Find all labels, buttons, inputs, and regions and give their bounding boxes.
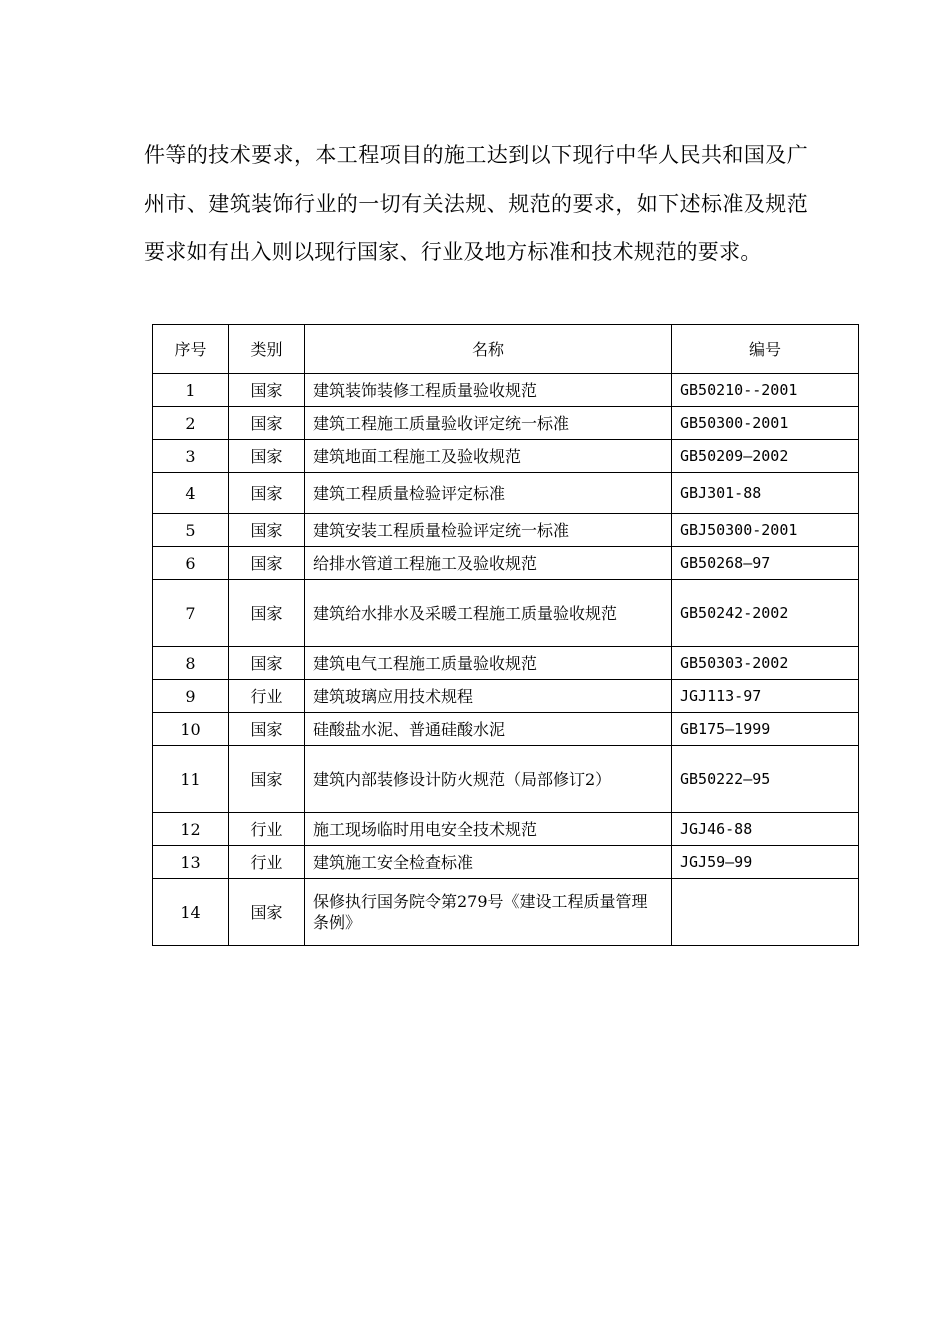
table-row <box>153 813 859 846</box>
cell-no: 14 <box>153 879 229 946</box>
cell-category: 国家 <box>229 514 305 547</box>
cell-code: GB50210--2001 <box>672 374 859 407</box>
cell-name: 保修执行国务院令第279号《建设工程质量管理条例》 <box>305 879 672 946</box>
cell-no: 11 <box>153 746 229 813</box>
table-row <box>153 746 859 813</box>
header-code: 编号 <box>672 325 859 374</box>
cell-code: GB50222—95 <box>672 746 859 813</box>
cell-no: 6 <box>153 547 229 580</box>
cell-category: 行业 <box>229 846 305 879</box>
cell-category: 国家 <box>229 374 305 407</box>
cell-name: 建筑装饰装修工程质量验收规范 <box>305 374 672 407</box>
cell-category: 国家 <box>229 713 305 746</box>
table-row <box>153 374 859 407</box>
intro-paragraph: 件等的技术要求，本工程项目的施工达到以下现行中华人民共和国及广州市、建筑装饰行业的一切有关法规、规范的要求，如下述标准及规范要求如有出入则以现行国家、行业及地方标准和技术规范的要求。 <box>144 143 808 264</box>
table-row <box>153 514 859 547</box>
cell-category: 国家 <box>229 440 305 473</box>
cell-code: GB50242-2002 <box>672 580 859 647</box>
cell-no: 12 <box>153 813 229 846</box>
table-row <box>153 680 859 713</box>
cell-category: 国家 <box>229 547 305 580</box>
cell-code: GBJ301-88 <box>672 473 859 514</box>
table-row <box>153 647 859 680</box>
cell-name: 建筑施工安全检查标准 <box>305 846 672 879</box>
cell-code: GB50300-2001 <box>672 407 859 440</box>
table-row <box>153 713 859 746</box>
cell-category: 行业 <box>229 813 305 846</box>
table-header-row <box>153 325 859 374</box>
table-row <box>153 407 859 440</box>
cell-name: 建筑内部装修设计防火规范（局部修订2） <box>305 746 672 813</box>
cell-code <box>672 879 859 946</box>
cell-name: 建筑工程质量检验评定标准 <box>305 473 672 514</box>
header-no: 序号 <box>153 325 229 374</box>
cell-code: GB175—1999 <box>672 713 859 746</box>
cell-name: 建筑安装工程质量检验评定统一标准 <box>305 514 672 547</box>
cell-name: 建筑地面工程施工及验收规范 <box>305 440 672 473</box>
cell-code: JGJ59—99 <box>672 846 859 879</box>
cell-no: 2 <box>153 407 229 440</box>
cell-name: 建筑玻璃应用技术规程 <box>305 680 672 713</box>
cell-category: 国家 <box>229 746 305 813</box>
cell-category: 国家 <box>229 473 305 514</box>
cell-no: 3 <box>153 440 229 473</box>
cell-name: 施工现场临时用电安全技术规范 <box>305 813 672 846</box>
cell-no: 13 <box>153 846 229 879</box>
cell-no: 9 <box>153 680 229 713</box>
table-row <box>153 846 859 879</box>
cell-category: 行业 <box>229 680 305 713</box>
cell-category: 国家 <box>229 407 305 440</box>
table-row <box>153 879 859 946</box>
cell-category: 国家 <box>229 647 305 680</box>
table-row <box>153 547 859 580</box>
cell-name: 建筑电气工程施工质量验收规范 <box>305 647 672 680</box>
cell-name: 给排水管道工程施工及验收规范 <box>305 547 672 580</box>
cell-name: 硅酸盐水泥、普通硅酸水泥 <box>305 713 672 746</box>
standards-table <box>152 324 859 946</box>
cell-code: GB50303-2002 <box>672 647 859 680</box>
cell-no: 1 <box>153 374 229 407</box>
cell-code: JGJ46-88 <box>672 813 859 846</box>
cell-no: 10 <box>153 713 229 746</box>
header-name: 名称 <box>305 325 672 374</box>
cell-category: 国家 <box>229 879 305 946</box>
cell-no: 7 <box>153 580 229 647</box>
table-row <box>153 473 859 514</box>
cell-name: 建筑工程施工质量验收评定统一标准 <box>305 407 672 440</box>
cell-category: 国家 <box>229 580 305 647</box>
cell-code: GB50268—97 <box>672 547 859 580</box>
cell-code: GB50209—2002 <box>672 440 859 473</box>
cell-name: 建筑给水排水及采暖工程施工质量验收规范 <box>305 580 672 647</box>
header-category: 类别 <box>229 325 305 374</box>
cell-code: JGJ113-97 <box>672 680 859 713</box>
table-row <box>153 440 859 473</box>
cell-no: 8 <box>153 647 229 680</box>
cell-no: 5 <box>153 514 229 547</box>
table-row <box>153 580 859 647</box>
cell-no: 4 <box>153 473 229 514</box>
cell-code: GBJ50300-2001 <box>672 514 859 547</box>
